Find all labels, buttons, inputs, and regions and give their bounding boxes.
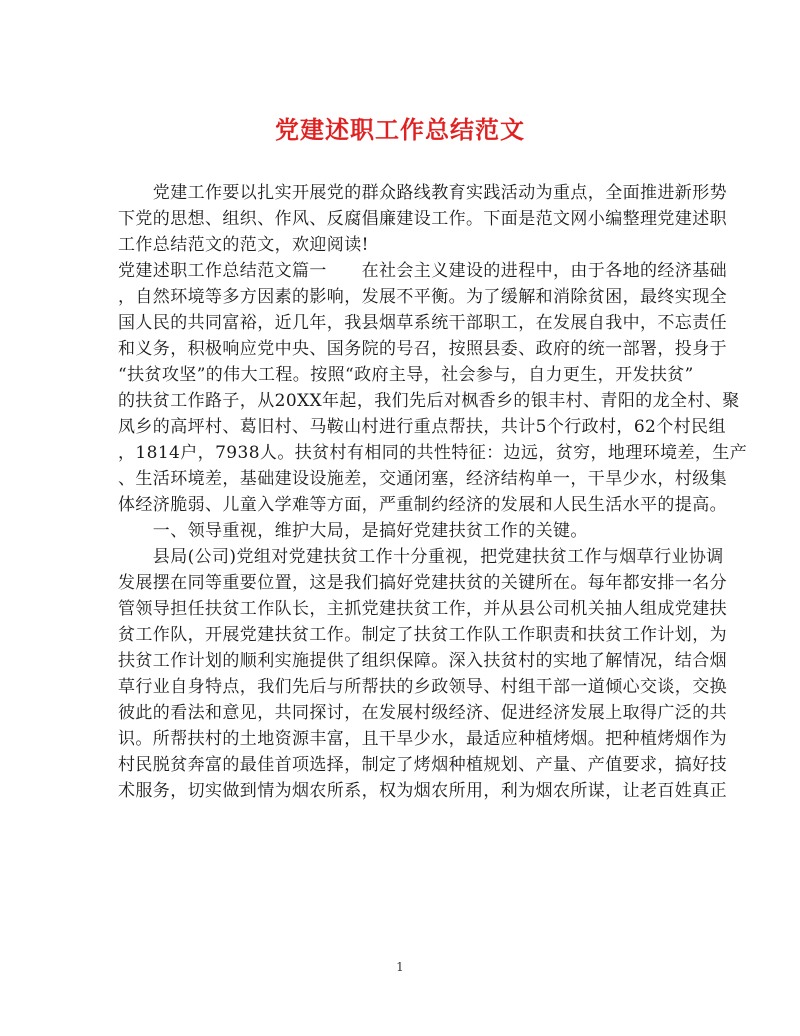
body-line: 党建工作要以扎实开展党的群众路线教育实践活动为重点，全面推进新形势 [118, 183, 727, 203]
body-line: ，自然环境等多方因素的影响，发展不平衡。为了缓解和消除贫困，最终实现全 [118, 287, 727, 307]
body-line: 草行业自身特点，我们先后与所帮扶的乡政领导、村组干部一道倾心交谈，交换 [118, 677, 727, 697]
body-line: 凤乡的高坪村、葛旧村、马鞍山村进行重点帮扶，共计5个行政村，62个村民组 [118, 417, 726, 437]
body-line: 贫工作队，开展党建扶贫工作。制定了扶贫工作队工作职责和扶贫工作计划，为 [118, 625, 727, 645]
body-line: ，1814户，7938人。扶贫村有相同的共性特征：边远，贫穷，地理环境差，生产 [118, 443, 748, 463]
body-line: 党建述职工作总结范文篇一 在社会主义建设的进程中，由于各地的经济基础 [118, 261, 727, 281]
body-line: 扶贫工作计划的顺利实施提供了组织保障。深入扶贫村的实地了解情况，结合烟 [118, 651, 727, 671]
body-line: 术服务，切实做到情为烟农所系，权为烟农所用，利为烟农所谋，让老百姓真正 [118, 781, 727, 801]
body-line: 和义务，积极响应党中央、国务院的号召，按照县委、政府的统一部署，投身于 [118, 339, 727, 359]
document-title: 党建述职工作总结范文 [275, 115, 525, 144]
body-line: 工作总结范文的范文，欢迎阅读! [118, 235, 369, 255]
body-line: 县局(公司)党组对党建扶贫工作十分重视，把党建扶贫工作与烟草行业协调 [118, 547, 724, 567]
body-line: 管领导担任扶贫工作队长，主抓党建扶贫工作，并从县公司机关抽人组成党建扶 [118, 599, 727, 619]
section-heading: 一、领导重视，维护大局，是搞好党建扶贫工作的关键。 [118, 521, 588, 541]
body-line: 国人民的共同富裕，近几年，我县烟草系统干部职工，在发展自我中，不忘责任 [118, 313, 727, 333]
page-number: 1 [396, 960, 404, 974]
body-line: 村民脱贫奔富的最佳首项选择，制定了烤烟种植规划、产量、产值要求，搞好技 [118, 755, 727, 775]
body-line: 体经济脆弱、儿童入学难等方面，严重制约经济的发展和人民生活水平的提高。 [118, 495, 727, 515]
body-line: 的扶贫工作路子，从20XX年起，我们先后对枫香乡的银丰村、青阳的龙全村、聚 [118, 391, 740, 411]
body-line: 下党的思想、组织、作风、反腐倡廉建设工作。下面是范文网小编整理党建述职 [118, 209, 727, 229]
body-line: 彼此的看法和意见，共同探讨，在发展村级经济、促进经济发展上取得广泛的共 [118, 703, 727, 723]
body-line: 、生活环境差，基础建设设施差，交通闭塞，经济结构单一，干旱少水，村级集 [118, 469, 727, 489]
body-line: 识。所帮扶村的土地资源丰富，且干旱少水，最适应种植烤烟。把种植烤烟作为 [118, 729, 727, 749]
body-line: 发展摆在同等重要位置，这是我们搞好党建扶贫的关键所在。每年都安排一名分 [118, 573, 727, 593]
body-line: “扶贫攻坚”的伟大工程。按照“政府主导，社会参与，自力更生，开发扶贫” [118, 365, 694, 385]
